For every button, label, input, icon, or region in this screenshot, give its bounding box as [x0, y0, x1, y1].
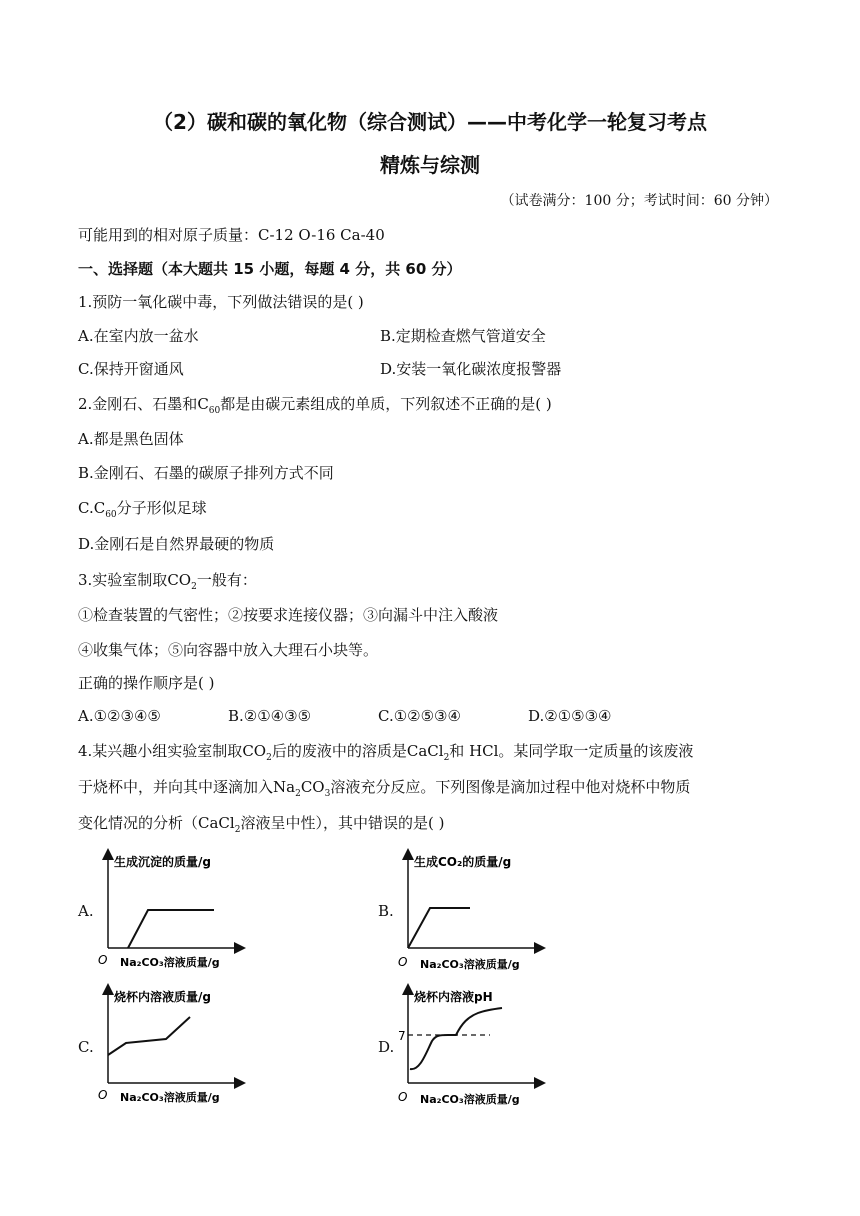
- graph-a-origin: O: [98, 953, 108, 967]
- graph-b-ylabel: 生成CO₂的质量/g: [414, 855, 512, 869]
- q3-option-b: B.②①④③⑤: [228, 707, 312, 725]
- graph-b-curve: [408, 908, 470, 948]
- graph-c-curve: [108, 1017, 190, 1055]
- graph-a: [96, 848, 246, 974]
- q4-stem-line2: 于烧杯中，并向其中逐滴加入$Na_2CO_3$溶液充分反应。下列图像是滴加过程中他对烧杯中物质: [78, 778, 691, 799]
- graph-d-ylabel: 烧杯内溶液pH: [414, 990, 493, 1004]
- graph-c: [96, 983, 246, 1109]
- q3-ask: 正确的操作顺序是( ): [78, 674, 215, 692]
- q1-option-c: C.保持开窗通风: [78, 360, 184, 378]
- graph-c-ylabel: 烧杯内溶液质量/g: [114, 990, 211, 1004]
- exam-info: （试卷满分：100 分；考试时间：60 分钟）: [500, 193, 778, 209]
- graph-c-xlabel: Na₂CO₃溶液质量/g: [120, 1091, 220, 1104]
- graph-d: [396, 983, 546, 1109]
- graph-a-ylabel: 生成沉淀的质量/g: [114, 855, 211, 869]
- q1-stem: 1.预防一氧化碳中毒，下列做法错误的是( ): [78, 293, 364, 311]
- paper-title-line2: 精炼与综测: [380, 153, 480, 177]
- graph-b-label: B.: [378, 902, 394, 920]
- graph-d-tick-7: 7: [398, 1029, 406, 1043]
- graph-d-curve: [410, 1008, 502, 1069]
- graph-d-label: D.: [378, 1038, 395, 1056]
- graph-c-origin: O: [98, 1088, 108, 1102]
- q3-option-c: C.①②⑤③④: [378, 707, 461, 725]
- graph-a-curve: [128, 910, 214, 948]
- q3-steps-line2: ④收集气体；⑤向容器中放入大理石小块等。: [78, 641, 379, 659]
- q3-option-a: A.①②③④⑤: [78, 707, 161, 725]
- q2-option-c: $C.C_{60}$分子形似足球: [78, 499, 207, 520]
- graph-b: [396, 848, 546, 974]
- graph-a-label: A.: [78, 902, 94, 920]
- q3-option-d: D.②①⑤③④: [528, 707, 612, 725]
- q3-stem: 3.实验室制取$CO_2$一般有：: [78, 571, 257, 592]
- q3-steps-line1: ①检查装置的气密性；②按要求连接仪器；③向漏斗中注入酸液: [78, 606, 499, 624]
- q1-option-d: D.安装一氧化碳浓度报警器: [380, 360, 562, 378]
- q4-stem-line1: 4.某兴趣小组实验室制取$CO_2$后的废液中的溶质是CaCl$_2$和 HCl。某同学取一定质量的该废液: [78, 742, 694, 763]
- q2-stem: 2.金刚石、石墨和$C_{60}$都是由碳元素组成的单质，下列叙述不正确的是( ): [78, 395, 552, 416]
- paper-title-line1: （2）碳和碳的氧化物（综合测试）——中考化学一轮复习考点: [153, 110, 707, 134]
- section-heading: 一、选择题（本大题共 15 小题，每题 4 分，共 60 分）: [78, 260, 462, 278]
- q1-option-b: B.定期检查燃气管道安全: [380, 327, 546, 345]
- graph-b-origin: O: [398, 955, 408, 969]
- graph-c-label: C.: [78, 1038, 94, 1056]
- q2-option-d: D.金刚石是自然界最硬的物质: [78, 535, 275, 553]
- q2-option-b: B.金刚石、石墨的碳原子排列方式不同: [78, 464, 334, 482]
- graph-d-origin: O: [398, 1090, 408, 1104]
- graph-d-xlabel: Na₂CO₃溶液质量/g: [420, 1093, 520, 1106]
- graph-a-xlabel: Na₂CO₃溶液质量/g: [120, 956, 220, 969]
- graph-b-xlabel: Na₂CO₃溶液质量/g: [420, 958, 520, 971]
- atomic-mass-note: 可能用到的相对原子质量：C-12 O-16 Ca-40: [78, 226, 385, 244]
- q4-stem-line3: 变化情况的分析（CaCl$_2$溶液呈中性），其中错误的是( ): [78, 814, 445, 835]
- q1-option-a: A.在室内放一盆水: [78, 327, 199, 345]
- q2-option-a: A.都是黑色固体: [78, 430, 184, 448]
